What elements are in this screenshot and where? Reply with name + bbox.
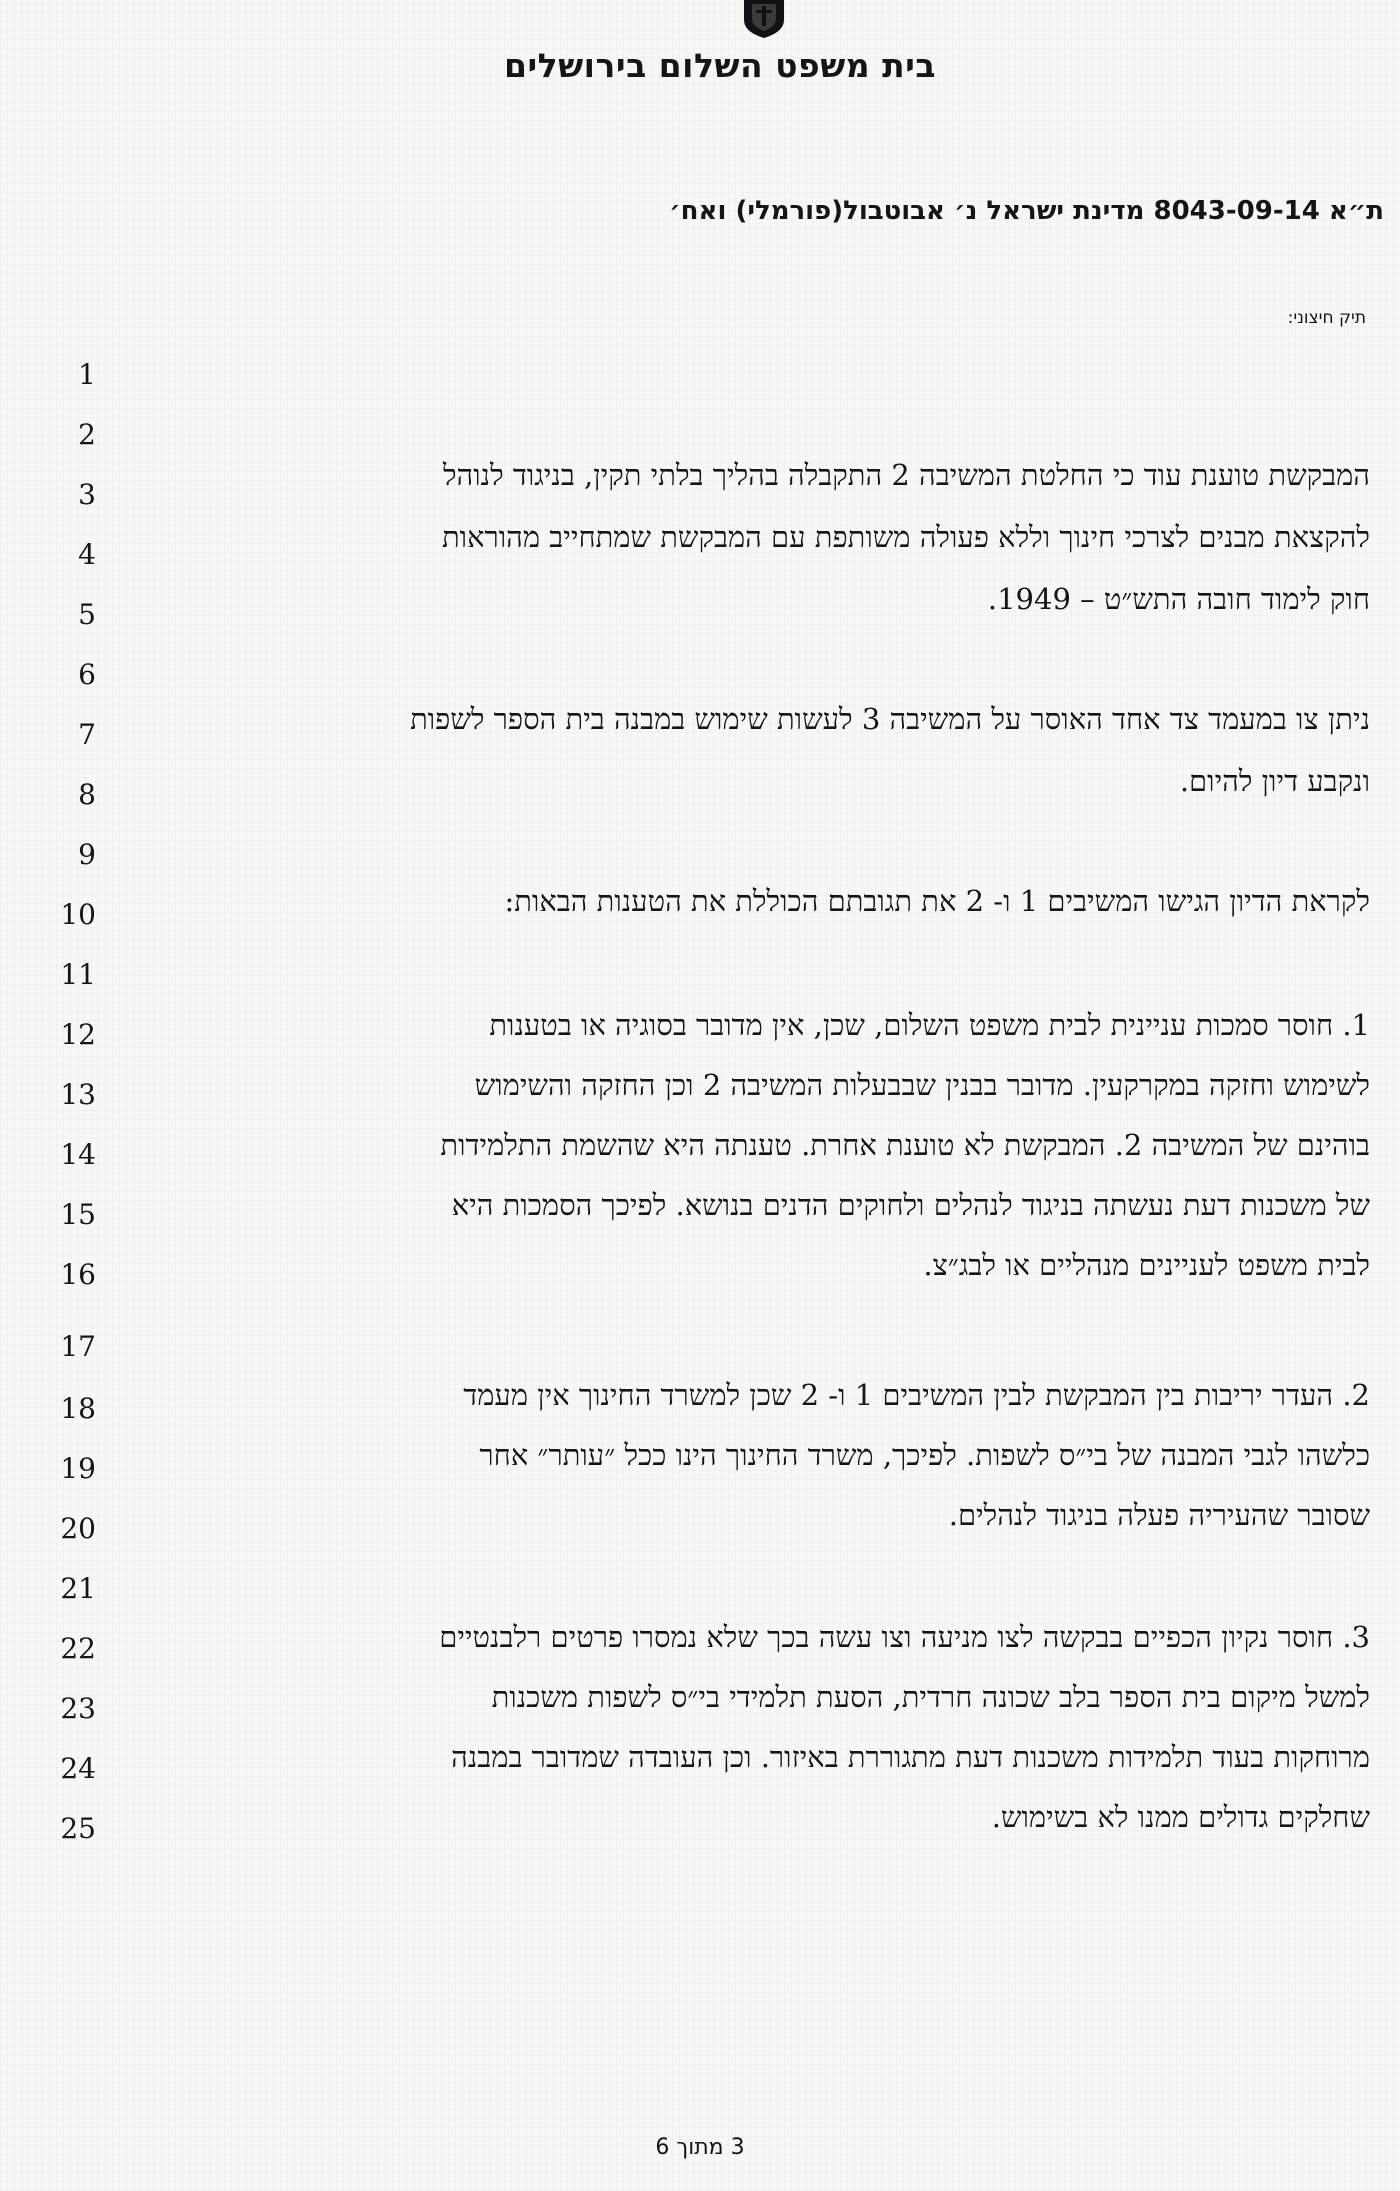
line-number: 11 [60, 958, 96, 991]
line-number: 13 [60, 1078, 96, 1111]
text-line: בוהינם של המשיבה 2. המבקשת לא טוענת אחרת. טענתה היא שהשמת התלמידות [440, 1128, 1370, 1162]
line-number: 21 [60, 1572, 96, 1605]
text-line: המבקשת טוענת עוד כי החלטת המשיבה 2 התקבלה בהליך בלתי תקין, בניגוד לנוהל [442, 458, 1370, 492]
line-numbers [0, 0, 110, 2191]
text-line: של משכנות דעת נעשתה בניגוד לנהלים ולחוקים הדנים בנושא. לפיכך הסמכות היא [451, 1188, 1370, 1222]
text-line: כלשהו לגבי המבנה של בי״ס לשפות. לפיכך, משרד החינוך הינו ככל ״עותר״ אחר [479, 1438, 1370, 1472]
case-title: ת״א 8043-09-14 מדינת ישראל נ׳ אבוטבול(פורמלי) ואח׳ [669, 196, 1384, 226]
text-line: מרוחקות בעוד תלמידות משכנות דעת מתגוררת באיזור. וכן העובדה שמדובר במבנה [451, 1740, 1370, 1774]
line-number: 15 [60, 1198, 96, 1231]
line-number: 8 [78, 778, 96, 811]
line-number: 20 [60, 1512, 96, 1545]
line-number: 2 [78, 418, 96, 451]
line-number: 19 [60, 1452, 96, 1485]
text-line: לשימוש וחזקה במקרקעין. מדובר בבנין שבבעלות המשיבה 2 וכן החזקה והשימוש [474, 1068, 1370, 1102]
line-number: 16 [60, 1258, 96, 1291]
page-number: 3 מתוך 6 [655, 2135, 745, 2160]
line-number: 7 [78, 718, 96, 751]
external-file-label: תיק חיצוני: [1287, 308, 1366, 328]
line-number: 5 [78, 598, 96, 631]
line-number: 18 [60, 1392, 96, 1425]
line-number: 1 [78, 358, 96, 391]
line-number: 24 [60, 1752, 96, 1785]
line-number: 17 [60, 1330, 96, 1363]
line-number: 10 [60, 898, 96, 931]
line-number: 23 [60, 1692, 96, 1725]
text-line: לקראת הדיון הגישו המשיבים 1 ו- 2 את תגובתם הכוללת את הטענות הבאות: [504, 884, 1370, 918]
text-line: ניתן צו במעמד צד אחד האוסר על המשיבה 3 לעשות שימוש במבנה בית הספר לשפות [410, 702, 1370, 736]
text-line: ונקבע דיון להיום. [1179, 764, 1370, 798]
document-body [140, 0, 1370, 2191]
text-line: 3. חוסר נקיון הכפיים בבקשה לצו מניעה וצו עשה בכך שלא נמסרו פרטים רלבנטיים [439, 1620, 1370, 1654]
text-line: שחלקים גדולים ממנו לא בשימוש. [991, 1800, 1370, 1834]
text-line: לבית משפט לעניינים מנהליים או לבג״צ. [923, 1248, 1370, 1282]
text-line: להקצאת מבנים לצרכי חינוך וללא פעולה משותפת עם המבקשת שמתחייב מהוראות [442, 520, 1370, 554]
text-line: 2. העדר יריבות בין המבקשת לבין המשיבים 1 ו- 2 שכן למשרד החינוך אין מעמד [463, 1378, 1370, 1412]
text-line: חוק לימוד חובה התש״ט – 1949. [987, 582, 1370, 616]
line-number: 6 [78, 658, 96, 691]
line-number: 25 [60, 1812, 96, 1845]
line-number: 22 [60, 1632, 96, 1665]
line-number: 3 [78, 478, 96, 511]
line-number: 14 [60, 1138, 96, 1171]
text-line: 1. חוסר סמכות עניינית לבית משפט השלום, שכן, אין מדובר בסוגיה או בטענות [489, 1008, 1370, 1042]
text-line: למשל מיקום בית הספר בלב שכונה חרדית, הסעת תלמידי בי״ס לשפות משכנות [491, 1680, 1370, 1714]
court-title: בית משפט השלום בירושלים [503, 46, 937, 85]
line-number: 12 [60, 1018, 96, 1051]
text-line: שסובר שהעיריה פעלה בניגוד לנהלים. [948, 1498, 1370, 1532]
line-number: 9 [78, 838, 96, 871]
line-number: 4 [78, 538, 96, 571]
